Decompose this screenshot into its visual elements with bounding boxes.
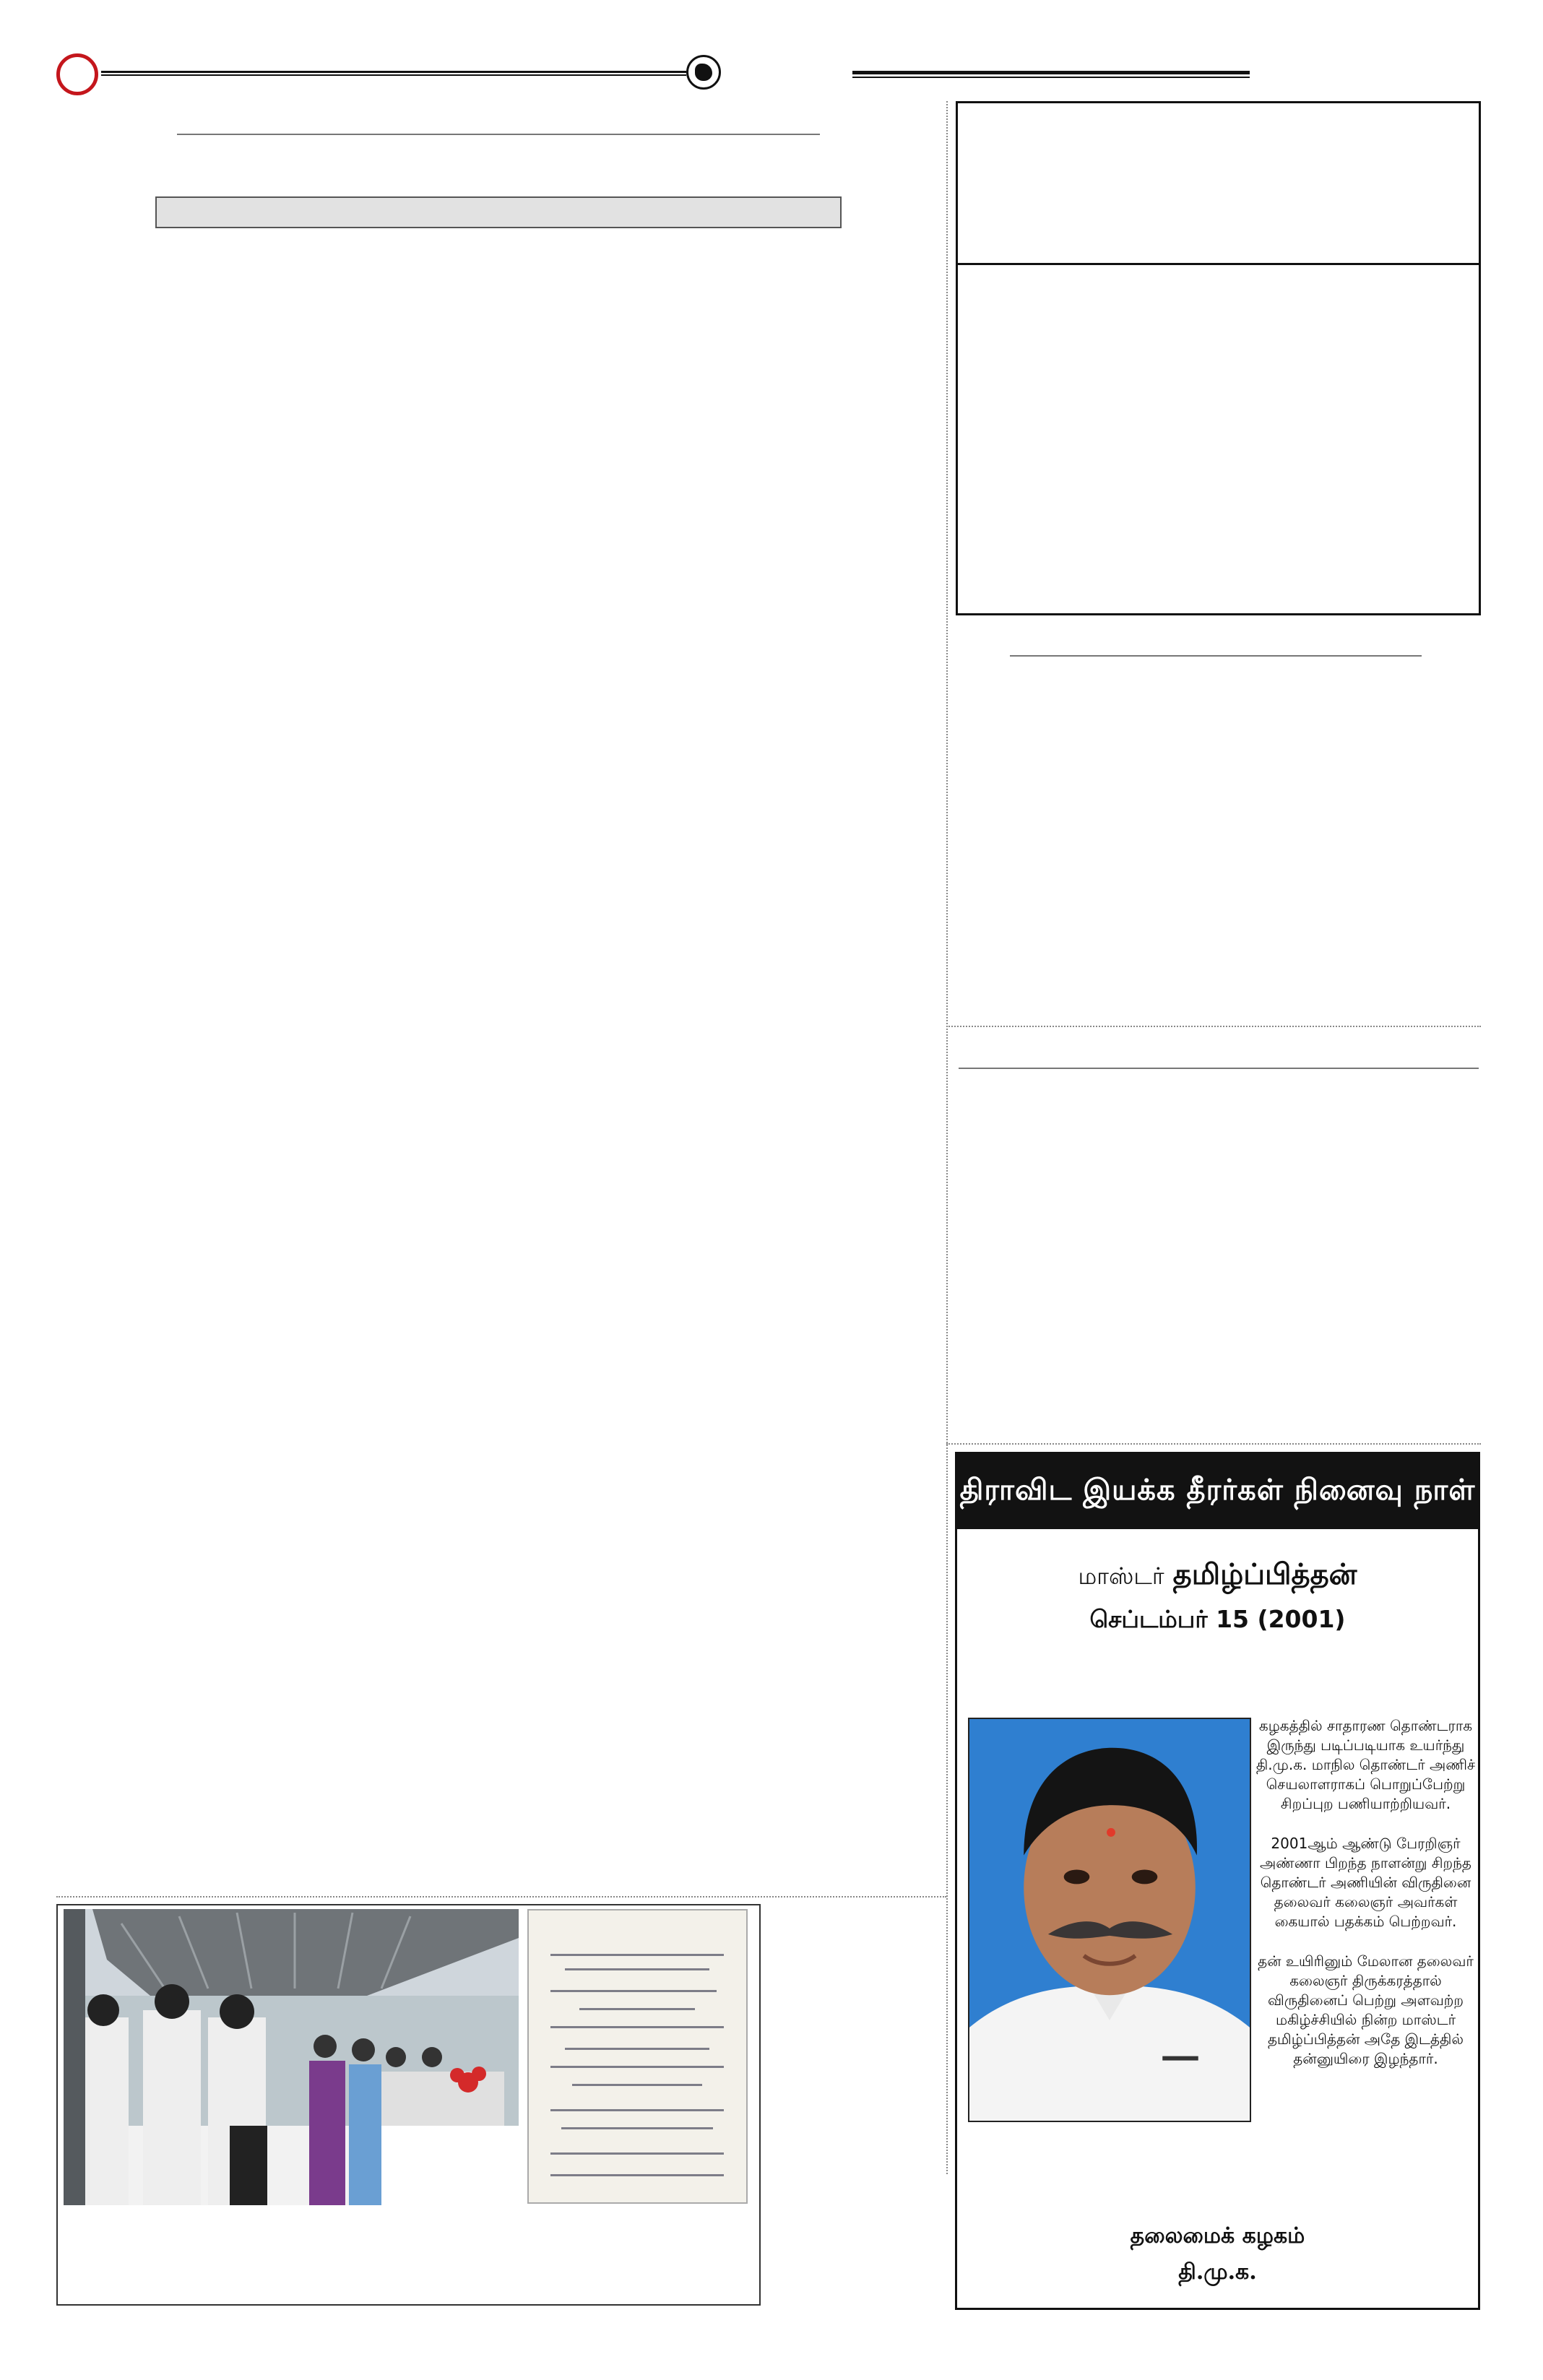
obituary-paragraph: கழகத்தில் சாதாரண தொண்டராக இருந்து படிப்படியாக உயர்ந்து தி.மு.க. மாநில தொண்டர் அணிச் செயலாளராகப் பொறுப்பேற்று சிறப்புற பணியாற்றியவர். [1255,1717,1476,1812]
obituary-footer-org: தலைமைக் கழகம் [1130,2223,1305,2249]
obituary-banner-title: திராவிட இயக்க தீரர்கள் நினைவு நாள் [959,1473,1476,1507]
article-subheading-bar [155,196,842,228]
obituary-footer-party: தி.மு.க. [1178,2259,1257,2285]
obituary-name-prefix: மாஸ்டர் [1078,1562,1164,1590]
header-rule-right [852,71,1250,78]
right-info-box-divider [956,263,1481,265]
section-separator-right-1 [946,1026,1481,1027]
right-info-box [956,101,1481,615]
section-separator-left [56,1896,946,1897]
obituary-paragraph: தன் உயிரினும் மேலான தலைவர் கலைஞர் திருக்கரத்தால் விருதினைப் பெற்று அளவற்ற மகிழ்ச்சியில் நின்ற மாஸ்டர் தமிழ்ப்பித்தன் அதே இடத்தில் தன்னுயிரை இழந்தார். [1258,1952,1474,2067]
obituary-banner [957,1454,1478,1529]
foundation-plaque-image [527,1909,748,2204]
page-number-marker [56,53,98,95]
event-photo [64,1909,519,2205]
obituary-date: செப்டம்பர் 15 (2001) [1089,1605,1346,1633]
right-title-rule [1010,655,1422,657]
obituary-portrait [968,1718,1251,2122]
obituary-name [957,1557,1478,1595]
emblem-figure-icon [695,64,712,81]
obituary-text [1255,1716,1476,2089]
article-title-rule [177,134,820,135]
column-separator [946,101,948,2174]
obituary-paragraph: 2001ஆம் ஆண்டு பேரறிஞர் அண்ணா பிறந்த நாளன்று சிறந்த தொண்டர் அணியின் விருதினை தலைவர் கலைஞர் அவர்கள் கையால் பதக்கம் பெற்றவர். [1260,1835,1471,1930]
header-rule-left [101,71,686,76]
right-section-rule [959,1068,1479,1069]
obituary-name-main: தமிழ்ப்பித்தன் [1172,1557,1357,1591]
section-separator-right-2 [946,1443,1481,1445]
